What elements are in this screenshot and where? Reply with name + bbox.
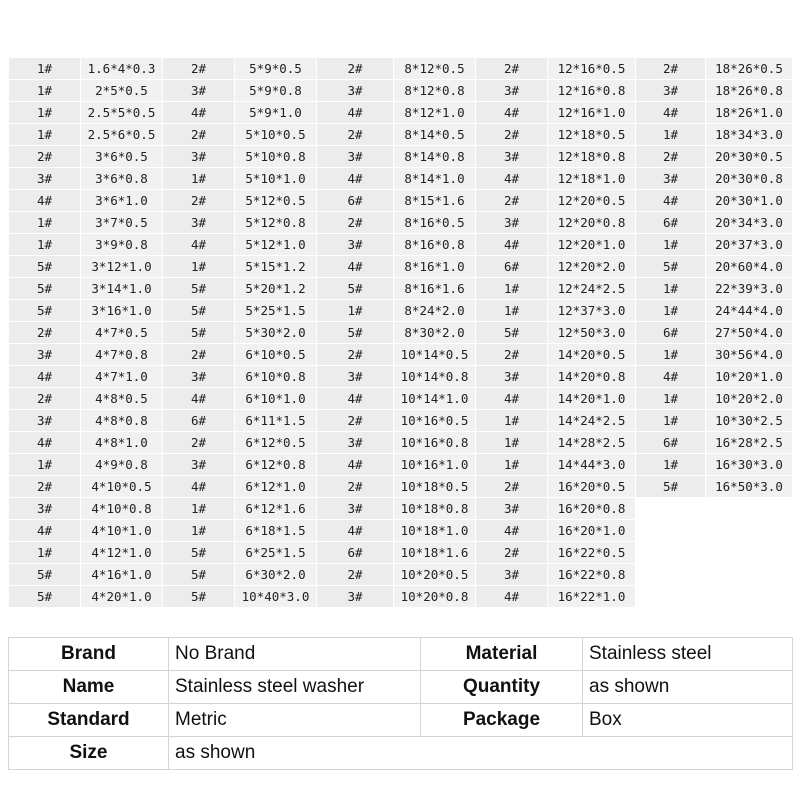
part-number-cell: 4# — [9, 520, 81, 542]
washer-size-cell: 14*20*0.5 — [548, 344, 636, 366]
washer-size-cell: 12*20*0.5 — [548, 190, 636, 212]
part-number-cell: 3# — [636, 168, 706, 190]
part-number-cell: 1# — [636, 300, 706, 322]
part-number-cell: 5# — [9, 300, 81, 322]
part-number-cell: 3# — [476, 80, 548, 102]
size-table-row — [9, 102, 793, 124]
washer-size-cell: 4*9*0.8 — [81, 454, 163, 476]
washer-size-cell: 6*11*1.5 — [235, 410, 317, 432]
part-number-cell: 1# — [163, 520, 235, 542]
washer-size-cell: 2*5*0.5 — [81, 80, 163, 102]
part-number-cell: 5# — [163, 564, 235, 586]
washer-size-cell: 4*8*1.0 — [81, 432, 163, 454]
washer-size-cell: 10*14*0.5 — [394, 344, 476, 366]
washer-size-cell: 8*12*0.8 — [394, 80, 476, 102]
size-table-row — [9, 586, 793, 608]
size-table-row — [9, 212, 793, 234]
spec-value: Stainless steel — [583, 638, 793, 671]
part-number-cell: 2# — [9, 322, 81, 344]
spec-row — [9, 704, 793, 737]
washer-size-cell: 18*26*0.5 — [706, 58, 793, 80]
empty-cell — [706, 564, 793, 586]
size-table-row — [9, 542, 793, 564]
size-table-row — [9, 146, 793, 168]
spec-value: Box — [583, 704, 793, 737]
washer-size-cell: 6*12*0.8 — [235, 454, 317, 476]
washer-size-cell: 8*24*2.0 — [394, 300, 476, 322]
spec-label: Quantity — [421, 671, 583, 704]
washer-size-cell: 16*30*3.0 — [706, 454, 793, 476]
washer-size-cell: 3*6*0.5 — [81, 146, 163, 168]
washer-size-cell: 16*22*1.0 — [548, 586, 636, 608]
washer-size-cell: 2.5*5*0.5 — [81, 102, 163, 124]
part-number-cell: 2# — [317, 564, 394, 586]
part-number-cell: 1# — [636, 234, 706, 256]
washer-size-cell: 20*34*3.0 — [706, 212, 793, 234]
washer-size-cell: 10*40*3.0 — [235, 586, 317, 608]
size-table-row — [9, 190, 793, 212]
part-number-cell: 3# — [163, 366, 235, 388]
empty-cell — [706, 498, 793, 520]
part-number-cell: 6# — [636, 212, 706, 234]
washer-size-cell: 12*24*2.5 — [548, 278, 636, 300]
washer-size-cell: 8*14*0.8 — [394, 146, 476, 168]
washer-size-cell: 12*16*0.5 — [548, 58, 636, 80]
part-number-cell: 4# — [317, 168, 394, 190]
washer-size-cell: 22*39*3.0 — [706, 278, 793, 300]
part-number-cell: 2# — [163, 190, 235, 212]
part-number-cell: 2# — [9, 476, 81, 498]
part-number-cell: 1# — [9, 124, 81, 146]
part-number-cell: 4# — [476, 102, 548, 124]
washer-size-cell: 5*10*1.0 — [235, 168, 317, 190]
size-table-row — [9, 564, 793, 586]
washer-size-cell: 14*20*1.0 — [548, 388, 636, 410]
washer-size-cell: 4*20*1.0 — [81, 586, 163, 608]
part-number-cell: 2# — [9, 388, 81, 410]
size-table-container — [8, 57, 792, 604]
part-number-cell: 2# — [317, 58, 394, 80]
part-number-cell: 2# — [9, 146, 81, 168]
part-number-cell: 1# — [9, 542, 81, 564]
washer-size-cell: 10*20*0.5 — [394, 564, 476, 586]
washer-size-cell: 10*16*1.0 — [394, 454, 476, 476]
part-number-cell: 1# — [636, 344, 706, 366]
washer-size-cell: 30*56*4.0 — [706, 344, 793, 366]
part-number-cell: 2# — [476, 344, 548, 366]
washer-size-cell: 5*15*1.2 — [235, 256, 317, 278]
part-number-cell: 1# — [636, 124, 706, 146]
washer-size-cell: 8*30*2.0 — [394, 322, 476, 344]
washer-size-cell: 8*14*1.0 — [394, 168, 476, 190]
part-number-cell: 4# — [317, 102, 394, 124]
part-number-cell: 4# — [476, 168, 548, 190]
washer-size-cell: 6*12*1.6 — [235, 498, 317, 520]
part-number-cell: 3# — [9, 344, 81, 366]
part-number-cell: 3# — [636, 80, 706, 102]
washer-size-cell: 12*16*1.0 — [548, 102, 636, 124]
empty-cell — [706, 586, 793, 608]
part-number-cell: 2# — [317, 344, 394, 366]
size-table-row — [9, 520, 793, 542]
washer-size-cell: 16*20*0.8 — [548, 498, 636, 520]
washer-size-cell: 16*22*0.8 — [548, 564, 636, 586]
empty-cell — [706, 520, 793, 542]
size-table-row — [9, 366, 793, 388]
washer-size-cell: 4*7*0.8 — [81, 344, 163, 366]
washer-size-cell: 12*18*1.0 — [548, 168, 636, 190]
part-number-cell: 3# — [476, 564, 548, 586]
spec-value: as shown — [583, 671, 793, 704]
part-number-cell: 1# — [9, 212, 81, 234]
empty-cell — [636, 542, 706, 564]
product-spec-container — [8, 637, 792, 771]
part-number-cell: 3# — [163, 454, 235, 476]
part-number-cell: 2# — [476, 190, 548, 212]
part-number-cell: 5# — [163, 322, 235, 344]
washer-size-cell: 3*12*1.0 — [81, 256, 163, 278]
part-number-cell: 1# — [476, 278, 548, 300]
washer-size-cell: 4*7*1.0 — [81, 366, 163, 388]
part-number-cell: 4# — [317, 520, 394, 542]
part-number-cell: 1# — [163, 498, 235, 520]
part-number-cell: 1# — [9, 80, 81, 102]
washer-size-cell: 6*25*1.5 — [235, 542, 317, 564]
part-number-cell: 4# — [476, 388, 548, 410]
spec-label: Material — [421, 638, 583, 671]
spec-row — [9, 737, 793, 770]
part-number-cell: 3# — [163, 146, 235, 168]
part-number-cell: 3# — [9, 410, 81, 432]
part-number-cell: 1# — [636, 454, 706, 476]
empty-cell — [636, 564, 706, 586]
part-number-cell: 1# — [476, 410, 548, 432]
part-number-cell: 2# — [636, 146, 706, 168]
washer-size-cell: 8*16*1.6 — [394, 278, 476, 300]
part-number-cell: 4# — [163, 102, 235, 124]
washer-size-cell: 6*10*1.0 — [235, 388, 317, 410]
part-number-cell: 4# — [317, 388, 394, 410]
part-number-cell: 5# — [9, 564, 81, 586]
part-number-cell: 4# — [9, 190, 81, 212]
spec-value: No Brand — [169, 638, 421, 671]
washer-size-cell: 3*9*0.8 — [81, 234, 163, 256]
washer-size-cell: 4*7*0.5 — [81, 322, 163, 344]
washer-size-cell: 3*6*1.0 — [81, 190, 163, 212]
part-number-cell: 1# — [9, 234, 81, 256]
part-number-cell: 2# — [317, 124, 394, 146]
washer-size-cell: 10*14*0.8 — [394, 366, 476, 388]
part-number-cell: 4# — [9, 432, 81, 454]
washer-size-cell: 12*37*3.0 — [548, 300, 636, 322]
part-number-cell: 1# — [476, 300, 548, 322]
part-number-cell: 4# — [163, 234, 235, 256]
washer-size-cell: 6*10*0.8 — [235, 366, 317, 388]
part-number-cell: 3# — [317, 586, 394, 608]
washer-size-cell: 5*20*1.2 — [235, 278, 317, 300]
washer-size-cell: 16*20*1.0 — [548, 520, 636, 542]
washer-size-cell: 18*26*0.8 — [706, 80, 793, 102]
washer-size-cell: 5*9*1.0 — [235, 102, 317, 124]
part-number-cell: 3# — [9, 168, 81, 190]
part-number-cell: 4# — [476, 234, 548, 256]
washer-size-cell: 5*30*2.0 — [235, 322, 317, 344]
washer-size-cell: 10*18*1.0 — [394, 520, 476, 542]
washer-size-cell: 6*12*0.5 — [235, 432, 317, 454]
washer-size-cell: 10*20*0.8 — [394, 586, 476, 608]
empty-cell — [636, 586, 706, 608]
washer-size-cell: 10*16*0.5 — [394, 410, 476, 432]
part-number-cell: 3# — [317, 432, 394, 454]
part-number-cell: 1# — [9, 102, 81, 124]
washer-size-cell: 10*18*1.6 — [394, 542, 476, 564]
part-number-cell: 3# — [476, 212, 548, 234]
size-table-row — [9, 168, 793, 190]
washer-size-cell: 5*10*0.5 — [235, 124, 317, 146]
part-number-cell: 5# — [636, 256, 706, 278]
part-number-cell: 6# — [163, 410, 235, 432]
washer-size-cell: 5*10*0.8 — [235, 146, 317, 168]
part-number-cell: 6# — [317, 542, 394, 564]
size-table-row — [9, 432, 793, 454]
washer-size-cell: 12*20*1.0 — [548, 234, 636, 256]
washer-size-cell: 20*30*0.8 — [706, 168, 793, 190]
washer-size-cell: 16*22*0.5 — [548, 542, 636, 564]
washer-size-cell: 12*18*0.5 — [548, 124, 636, 146]
part-number-cell: 4# — [476, 586, 548, 608]
size-table-row — [9, 234, 793, 256]
washer-size-cell: 3*14*1.0 — [81, 278, 163, 300]
spec-value: Metric — [169, 704, 421, 737]
size-table-row — [9, 322, 793, 344]
washer-size-cell: 3*7*0.5 — [81, 212, 163, 234]
washer-size-cell: 20*60*4.0 — [706, 256, 793, 278]
part-number-cell: 2# — [163, 124, 235, 146]
washer-size-cell: 8*12*0.5 — [394, 58, 476, 80]
part-number-cell: 3# — [317, 498, 394, 520]
part-number-cell: 2# — [476, 124, 548, 146]
spec-label: Package — [421, 704, 583, 737]
size-table-row — [9, 410, 793, 432]
washer-size-cell: 5*12*0.8 — [235, 212, 317, 234]
part-number-cell: 3# — [476, 498, 548, 520]
washer-size-cell: 14*20*0.8 — [548, 366, 636, 388]
washer-size-cell: 27*50*4.0 — [706, 322, 793, 344]
part-number-cell: 1# — [9, 454, 81, 476]
spec-row — [9, 638, 793, 671]
size-table-row — [9, 344, 793, 366]
washer-size-cell: 4*10*0.8 — [81, 498, 163, 520]
size-table-row — [9, 388, 793, 410]
part-number-cell: 1# — [636, 388, 706, 410]
washer-size-cell: 8*12*1.0 — [394, 102, 476, 124]
part-number-cell: 2# — [317, 212, 394, 234]
spec-label: Brand — [9, 638, 169, 671]
part-number-cell: 1# — [636, 278, 706, 300]
washer-size-cell: 5*12*1.0 — [235, 234, 317, 256]
part-number-cell: 3# — [9, 498, 81, 520]
part-number-cell: 4# — [317, 454, 394, 476]
part-number-cell: 4# — [9, 366, 81, 388]
part-number-cell: 5# — [317, 278, 394, 300]
part-number-cell: 2# — [317, 410, 394, 432]
washer-size-cell: 6*12*1.0 — [235, 476, 317, 498]
part-number-cell: 6# — [636, 322, 706, 344]
washer-size-cell: 6*18*1.5 — [235, 520, 317, 542]
washer-size-cell: 16*50*3.0 — [706, 476, 793, 498]
washer-size-cell: 4*16*1.0 — [81, 564, 163, 586]
washer-size-cell: 16*20*0.5 — [548, 476, 636, 498]
washer-size-cell: 16*28*2.5 — [706, 432, 793, 454]
part-number-cell: 5# — [163, 278, 235, 300]
washer-size-cell: 14*44*3.0 — [548, 454, 636, 476]
part-number-cell: 1# — [476, 432, 548, 454]
part-number-cell: 3# — [163, 80, 235, 102]
washer-size-cell: 10*16*0.8 — [394, 432, 476, 454]
part-number-cell: 5# — [317, 322, 394, 344]
part-number-cell: 1# — [9, 58, 81, 80]
part-number-cell: 2# — [476, 476, 548, 498]
part-number-cell: 2# — [636, 58, 706, 80]
washer-size-cell: 8*16*0.5 — [394, 212, 476, 234]
washer-size-cell: 18*34*3.0 — [706, 124, 793, 146]
washer-size-cell: 18*26*1.0 — [706, 102, 793, 124]
part-number-cell: 5# — [163, 300, 235, 322]
part-number-cell: 3# — [476, 366, 548, 388]
washer-size-cell: 12*16*0.8 — [548, 80, 636, 102]
size-table-row — [9, 80, 793, 102]
part-number-cell: 3# — [476, 146, 548, 168]
size-table-row — [9, 498, 793, 520]
part-number-cell: 4# — [163, 388, 235, 410]
size-table-row — [9, 124, 793, 146]
part-number-cell: 6# — [636, 432, 706, 454]
part-number-cell: 1# — [163, 256, 235, 278]
washer-size-cell: 14*28*2.5 — [548, 432, 636, 454]
washer-size-cell: 3*6*0.8 — [81, 168, 163, 190]
washer-size-cell: 8*14*0.5 — [394, 124, 476, 146]
washer-size-cell: 1.6*4*0.3 — [81, 58, 163, 80]
spec-label: Name — [9, 671, 169, 704]
size-table-row — [9, 300, 793, 322]
washer-size-cell: 8*15*1.6 — [394, 190, 476, 212]
washer-size-cell: 4*10*1.0 — [81, 520, 163, 542]
washer-size-cell: 6*30*2.0 — [235, 564, 317, 586]
size-table-row — [9, 476, 793, 498]
spec-row — [9, 671, 793, 704]
part-number-cell: 4# — [636, 102, 706, 124]
washer-size-cell: 8*16*0.8 — [394, 234, 476, 256]
part-number-cell: 2# — [163, 58, 235, 80]
part-number-cell: 5# — [476, 322, 548, 344]
empty-cell — [706, 542, 793, 564]
washer-size-cell: 4*10*0.5 — [81, 476, 163, 498]
part-number-cell: 3# — [317, 80, 394, 102]
size-table-row — [9, 454, 793, 476]
size-table-row — [9, 256, 793, 278]
part-number-cell: 4# — [317, 256, 394, 278]
spec-label: Standard — [9, 704, 169, 737]
part-number-cell: 5# — [163, 586, 235, 608]
part-number-cell: 3# — [317, 234, 394, 256]
washer-size-cell: 24*44*4.0 — [706, 300, 793, 322]
part-number-cell: 4# — [636, 366, 706, 388]
part-number-cell: 4# — [636, 190, 706, 212]
part-number-cell: 1# — [317, 300, 394, 322]
washer-size-cell: 2.5*6*0.5 — [81, 124, 163, 146]
washer-size-cell: 5*9*0.8 — [235, 80, 317, 102]
part-number-cell: 2# — [476, 542, 548, 564]
part-number-cell: 2# — [476, 58, 548, 80]
part-number-cell: 4# — [476, 520, 548, 542]
washer-size-cell: 12*20*0.8 — [548, 212, 636, 234]
part-number-cell: 5# — [9, 586, 81, 608]
washer-size-cell: 12*50*3.0 — [548, 322, 636, 344]
washer-size-table — [8, 57, 793, 608]
washer-size-cell: 5*12*0.5 — [235, 190, 317, 212]
washer-size-cell: 4*8*0.5 — [81, 388, 163, 410]
empty-cell — [636, 520, 706, 542]
part-number-cell: 5# — [636, 476, 706, 498]
washer-size-cell: 5*25*1.5 — [235, 300, 317, 322]
part-number-cell: 1# — [476, 454, 548, 476]
washer-size-cell: 8*16*1.0 — [394, 256, 476, 278]
washer-size-cell: 3*16*1.0 — [81, 300, 163, 322]
part-number-cell: 5# — [9, 278, 81, 300]
spec-label: Size — [9, 737, 169, 770]
part-number-cell: 6# — [476, 256, 548, 278]
part-number-cell: 6# — [317, 190, 394, 212]
washer-size-cell: 14*24*2.5 — [548, 410, 636, 432]
washer-size-cell: 10*18*0.8 — [394, 498, 476, 520]
part-number-cell: 3# — [163, 212, 235, 234]
part-number-cell: 4# — [163, 476, 235, 498]
spec-value: Stainless steel washer — [169, 671, 421, 704]
washer-size-cell: 5*9*0.5 — [235, 58, 317, 80]
washer-size-cell: 12*18*0.8 — [548, 146, 636, 168]
washer-size-cell: 10*14*1.0 — [394, 388, 476, 410]
product-spec-table — [8, 637, 793, 770]
washer-size-cell: 20*30*0.5 — [706, 146, 793, 168]
part-number-cell: 5# — [9, 256, 81, 278]
part-number-cell: 1# — [163, 168, 235, 190]
washer-size-cell: 12*20*2.0 — [548, 256, 636, 278]
empty-cell — [636, 498, 706, 520]
part-number-cell: 2# — [317, 476, 394, 498]
washer-size-cell: 20*30*1.0 — [706, 190, 793, 212]
part-number-cell: 5# — [163, 542, 235, 564]
part-number-cell: 3# — [317, 146, 394, 168]
part-number-cell: 3# — [317, 366, 394, 388]
part-number-cell: 2# — [163, 432, 235, 454]
washer-size-cell: 10*30*2.5 — [706, 410, 793, 432]
spec-value: as shown — [169, 737, 793, 770]
washer-size-cell: 4*8*0.8 — [81, 410, 163, 432]
washer-size-cell: 10*20*1.0 — [706, 366, 793, 388]
part-number-cell: 1# — [636, 410, 706, 432]
size-table-row — [9, 58, 793, 80]
washer-size-cell: 10*18*0.5 — [394, 476, 476, 498]
washer-size-cell: 6*10*0.5 — [235, 344, 317, 366]
washer-size-cell: 20*37*3.0 — [706, 234, 793, 256]
part-number-cell: 2# — [163, 344, 235, 366]
washer-size-cell: 10*20*2.0 — [706, 388, 793, 410]
washer-size-cell: 4*12*1.0 — [81, 542, 163, 564]
size-table-row — [9, 278, 793, 300]
